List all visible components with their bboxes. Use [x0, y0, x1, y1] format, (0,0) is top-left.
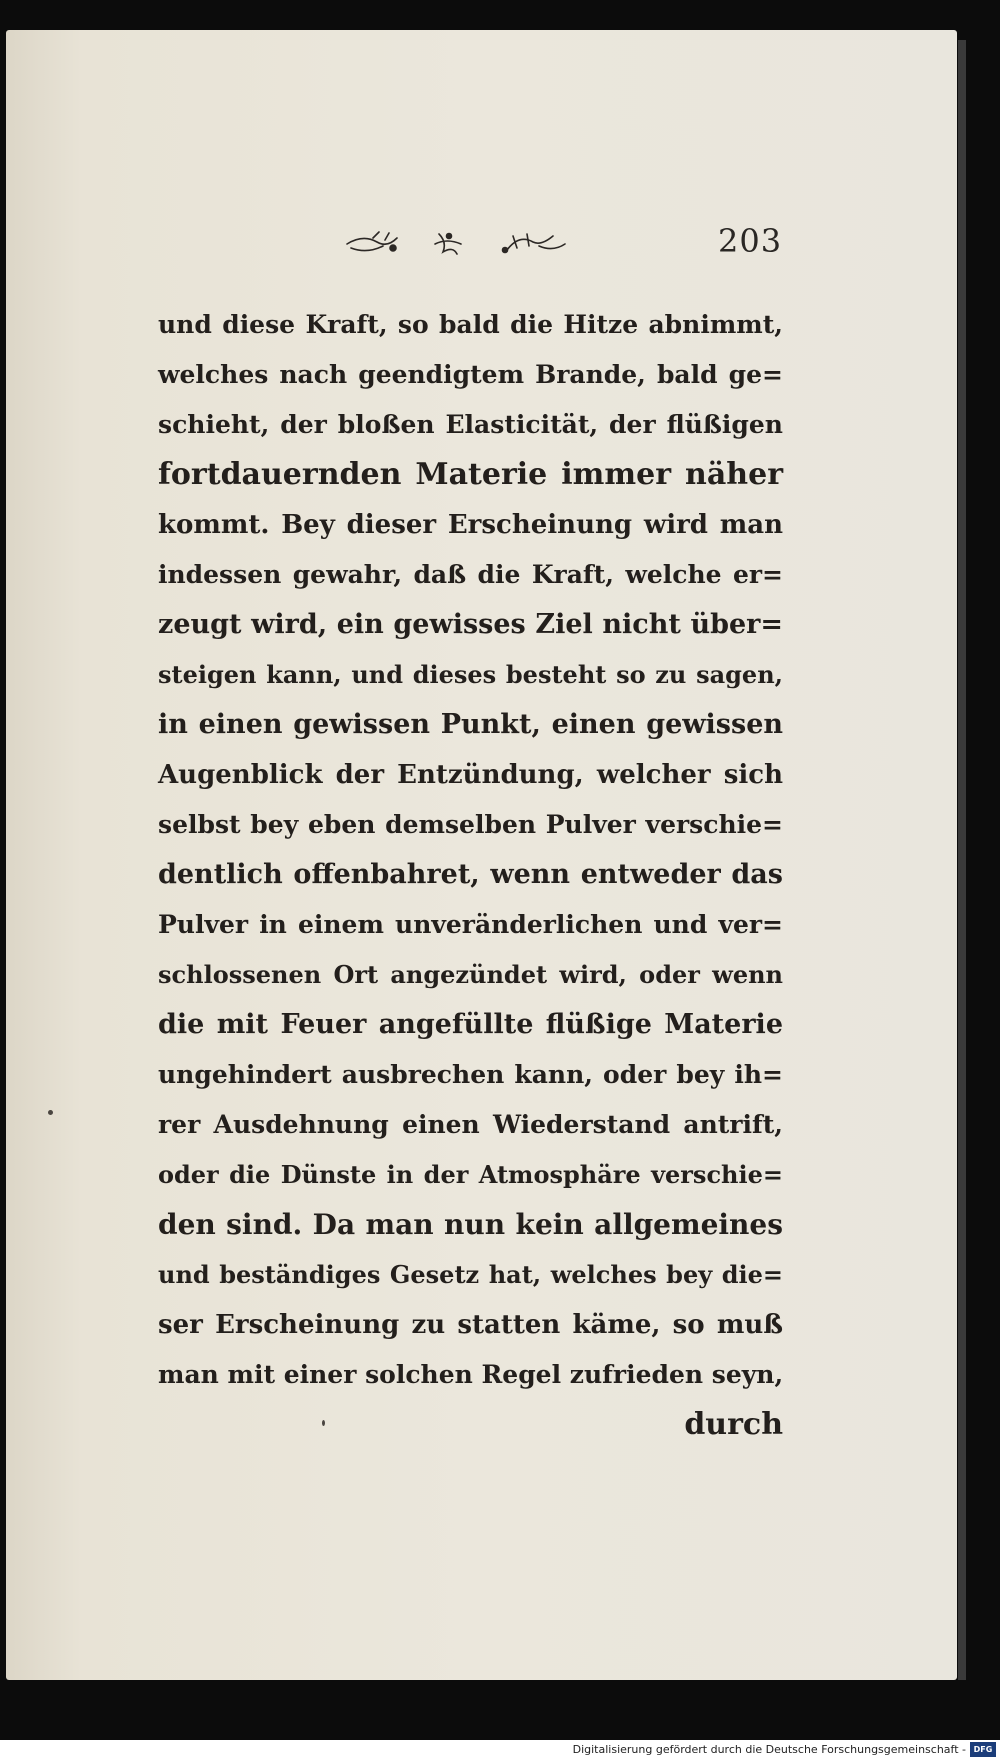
floral-ornament-icon [343, 228, 583, 258]
text-line: schieht, der bloßen Elasticität, der flüßigen [158, 410, 783, 439]
text-line: Pulver in einem unveränderlichen und ver= [158, 910, 783, 939]
text-line: und diese Kraft, so bald die Hitze abnimmt, [158, 310, 783, 339]
text-line: rer Ausdehnung einen Wiederstand antrift, [158, 1110, 783, 1139]
page-header [343, 220, 783, 270]
text-line: fortdauernden Materie immer näher [158, 457, 783, 492]
funding-credit: Digitalisierung gefördert durch die Deutsche Forschungsgemeinschaft - [572, 1743, 966, 1756]
book-page [6, 30, 957, 1680]
text-line: man mit einer solchen Regel zufrieden seyn, [158, 1360, 784, 1389]
catchword: durch [684, 1407, 783, 1442]
page-edge [958, 40, 966, 1680]
text-line: kommt. Bey dieser Erscheinung wird man [158, 510, 783, 540]
text-line: welches nach geendigtem Brande, bald ge= [158, 360, 783, 389]
text-line: steigen kann, und dieses besteht so zu sagen, [158, 660, 783, 689]
text-line: in einen gewissen Punkt, einen gewissen [158, 709, 783, 740]
footer-bar [0, 1740, 1000, 1760]
page-number: 203 [718, 222, 783, 260]
dfg-logo: DFG [970, 1742, 996, 1757]
text-line: schlossenen Ort angezündet wird, oder wenn [158, 960, 783, 989]
ink-speck [322, 1420, 325, 1426]
body-text [158, 300, 783, 1450]
text-line: zeugt wird, ein gewisses Ziel nicht über= [158, 609, 783, 640]
text-line: den sind. Da man nun kein allgemeines [158, 1208, 783, 1241]
text-line: selbst bey eben demselben Pulver verschie= [158, 810, 783, 839]
text-line: dentlich offenbahret, wenn entweder das [158, 859, 783, 890]
text-line: die mit Feuer angefüllte flüßige Materie [158, 1009, 783, 1040]
text-line: Augenblick der Entzündung, welcher sich [158, 760, 783, 790]
text-line: und beständiges Gesetz hat, welches bey die= [158, 1260, 783, 1289]
ink-speck [48, 1110, 53, 1115]
text-line: indessen gewahr, daß die Kraft, welche er= [158, 560, 783, 589]
text-line: ungehindert ausbrechen kann, oder bey ih= [158, 1060, 783, 1089]
text-line: oder die Dünste in der Atmosphäre verschie= [158, 1160, 783, 1189]
text-line: ser Erscheinung zu statten käme, so muß [158, 1310, 783, 1340]
